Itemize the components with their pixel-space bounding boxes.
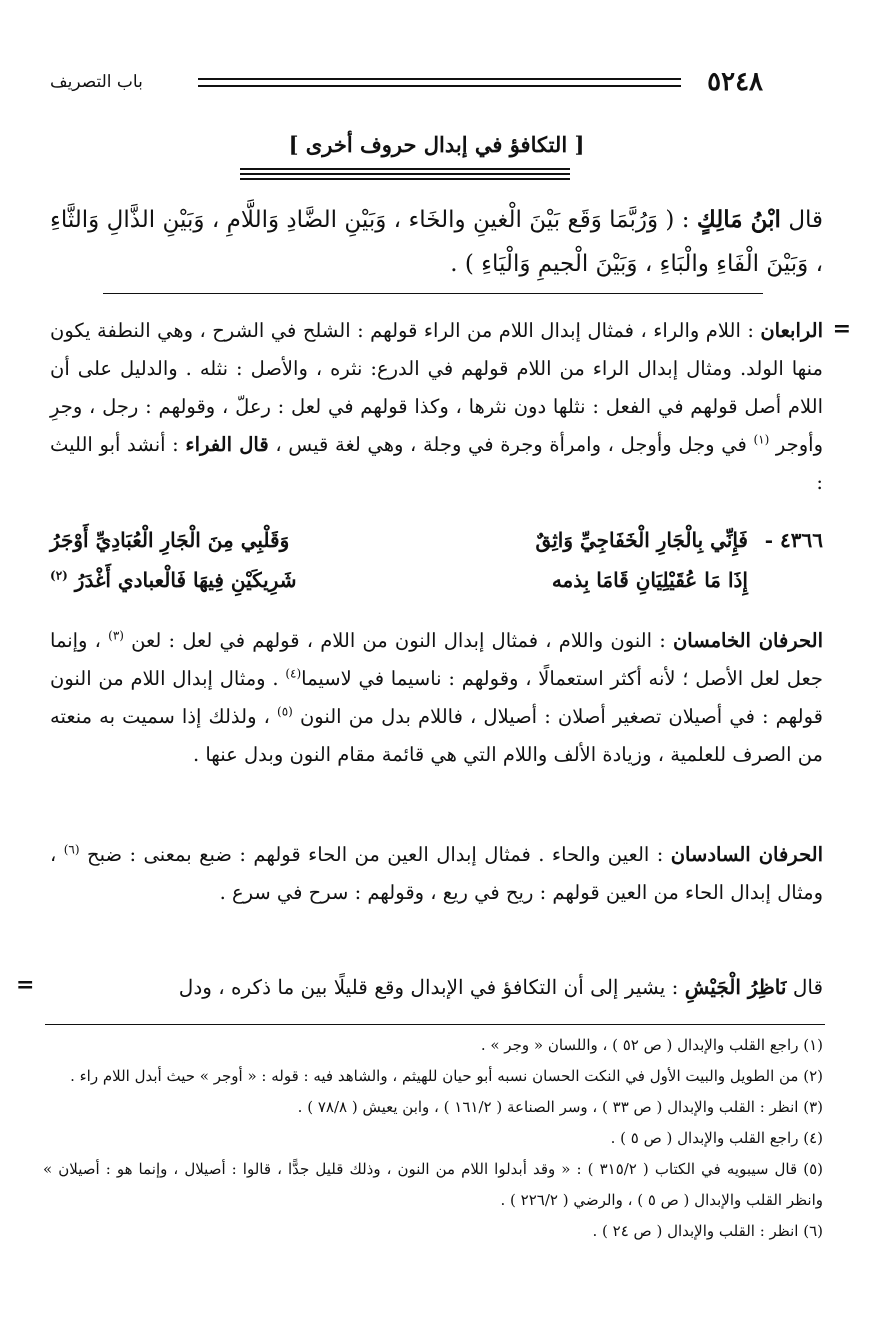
poem xyxy=(50,528,823,608)
paragraph-text: في وجل وأوجل ، وامرأة وجرة في وجلة ، وهي لغة قيس ، xyxy=(275,433,747,456)
chapter-heading xyxy=(0,128,873,162)
running-header xyxy=(50,64,763,100)
footnote-ref: (٦) xyxy=(63,842,80,857)
footnotes xyxy=(43,1030,823,1247)
poem-hemistich-with-ref xyxy=(50,568,297,592)
poem-hemistich: فَإِنِّي بِالْجَارِ الْخَفَاجِيِّ وَاثِقٌ xyxy=(535,528,748,552)
margin-continuation-mark: = xyxy=(16,972,35,998)
footnote: (١) راجع القلب والإبدال ( ص ٥٢ ) ، واللسان « وجر » . xyxy=(480,1036,823,1054)
intro-text: : ( وَرُبَّمَا وَقَع بَيْنَ الْغينِ والخَاء ، وَبَيْنِ الضَّادِ وَاللَّامِ ، وَبَيْنِ الذَّالِ وَالثَّاءِ ، وَبَيْنَ الْفَاءِ والْبَاءِ ، وَبَيْنَ الْجيمِ وَالْيَاءِ ) . xyxy=(50,207,823,277)
paragraph-text: : العين والحاء . فمثال إبدال العين من الحاء قولهم : ضبع بمعنى : ضبح xyxy=(87,843,664,866)
paragraph-label: الحرفان السادسان xyxy=(670,843,824,866)
paragraph-text: ، وإنما جعل لعل الأصل ؛ لأنه أكثر استعمالًا ، وقولهم : ناسيما في لاسيما xyxy=(50,629,823,690)
footnote-rule xyxy=(45,1024,825,1025)
chapter-heading-text: [ التكافؤ في إبدال حروف أخرى ] xyxy=(288,132,585,157)
page-number: ٥٢٤٨ xyxy=(707,67,763,97)
paragraph-label: الرابعان xyxy=(760,319,823,342)
paragraph-nazir xyxy=(50,968,823,1006)
intro-prefix: قال xyxy=(788,207,824,233)
paragraph-text: : النون واللام ، فمثال إبدال النون من اللام ، قولهم في لعل : لعن xyxy=(131,629,666,652)
footnote-ref: (١) xyxy=(753,432,770,447)
heading-rules xyxy=(240,168,570,186)
paragraph-text: : أنشد أبو الليث : xyxy=(50,433,823,494)
header-rule xyxy=(198,78,681,87)
poem-hemistich: إِذَا مَا عُقَيْلِيَانِ قَامَا بِذمه xyxy=(551,568,748,592)
footnote-ref: (٣) xyxy=(108,628,124,643)
paragraph-text: ، ولذلك إذا سميت به منعته من الصرف للعلمية ، وزيادة الألف واللام التي هي قائمة مقام النون وبدل عنها . xyxy=(50,705,823,766)
poem-number: ٤٣٦٦ - xyxy=(764,528,823,552)
footnote-ref: (٤) xyxy=(285,666,302,681)
paragraph-khamisan xyxy=(50,622,823,774)
nazir-prefix: قال xyxy=(792,975,823,999)
poem-hemistich: وَقَلْبِي مِنَ الْجَارِ الْعُبَادِيِّ أَوْجَرُ xyxy=(50,528,290,552)
paragraph-label: الحرفان الخامسان xyxy=(672,629,823,652)
paragraph-text: . ومثال إبدال اللام من النون قولهم : في أصيلان تصغير أصلان : أصيلال ، فاللام بدل من النون xyxy=(50,667,823,728)
nazir-author: نَاظِرُ الْجَيْشِ xyxy=(684,975,787,999)
paragraph-label: قال الفراء xyxy=(185,433,269,456)
paragraph-text: ، ومثال إبدال الحاء من العين قولهم : ريح في ريع ، وقولهم : سرح في سرع . xyxy=(50,843,823,904)
footnote: (٥) قال سيبويه في الكتاب ( ٣١٥/٢ ) : « وقد أبدلوا اللام من النون ، وذلك قليل جدًّا ، قالوا : أصيلال ، وإنما هو : أصيلان » وانظر القلب والإبدال ( ص ٥ ) ، والرضي ( ٢٢٦/٢ ) . xyxy=(43,1160,823,1209)
paragraph-text: : يشير إلى أن التكافؤ في الإبدال وقع قليلًا بين ما ذكره ، ودل xyxy=(178,975,679,999)
poem-hemistich: شَرِيكَيْنِ فِيهَا فَالْعبادي أَغْدَرُ xyxy=(74,568,297,592)
footnote: (٢) من الطويل والبيت الأول في النكت الحسان نسبه أبو حيان للهيثم ، والشاهد فيه : قوله : « أوجر » حيث أبدل اللام راء . xyxy=(70,1067,823,1085)
footnote: (٣) انظر : القلب والإبدال ( ص ٣٣ ) ، وسر الصناعة ( ١٦١/٢ ) ، وابن يعيش ( ٧٨/٨ ) . xyxy=(297,1098,823,1116)
intro-author: ابْنُ مَالِكٍ xyxy=(696,206,781,233)
footnote: (٤) راجع القلب والإبدال ( ص ٥ ) . xyxy=(610,1129,823,1147)
paragraph-sadisan xyxy=(50,836,823,912)
intro-rule xyxy=(103,293,763,294)
footnote-ref: (٢) xyxy=(50,568,68,583)
paragraph-rabian xyxy=(50,312,823,502)
poem-line-1 xyxy=(50,528,823,568)
margin-continuation-mark: = xyxy=(832,316,851,342)
section-label: باب التصريف xyxy=(50,72,143,92)
footnote: (٦) انظر : القلب والإبدال ( ص ٢٤ ) . xyxy=(592,1222,823,1240)
footnote-ref: (٥) xyxy=(277,704,293,719)
poem-line-2 xyxy=(50,568,823,608)
paragraph-text: : اللام والراء ، فمثال إبدال اللام من الراء قولهم : الشلح في الشرح ، وهي النطفة يكون منها الولد. ومثال إبدال الراء من اللام قولهم في الدرع: نثره ، والأصل : نثله . والدليل على أن اللام أصل قولهم في الفعل : نثلها دون نثرها ، وكذا قولهم في لعل : رعلّ ، وقولهم : رجل ، وجرِ وأوجر xyxy=(50,319,823,456)
intro-quote xyxy=(50,198,823,286)
